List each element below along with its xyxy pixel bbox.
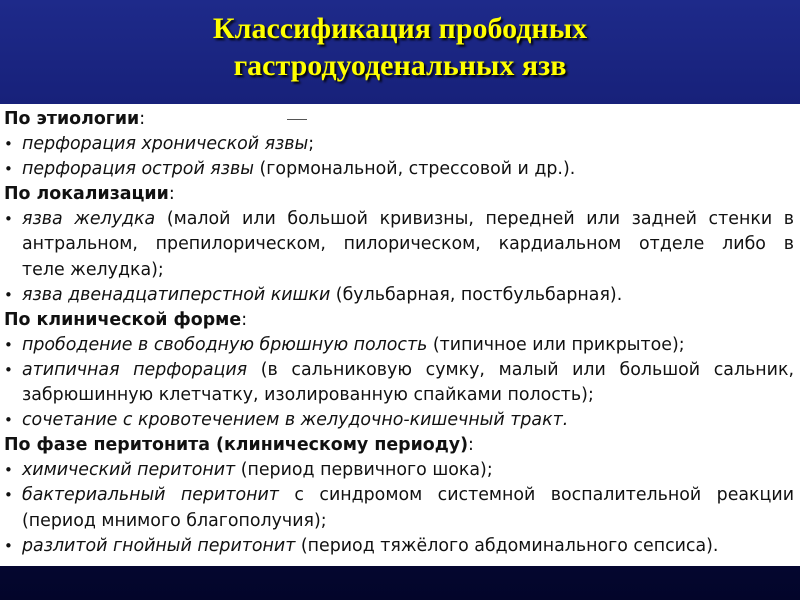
list-item-continuation: теле желудка); bbox=[22, 259, 164, 280]
list-item: • перфорация острой язвы (гормональной, стрессовой и др.). bbox=[4, 157, 794, 182]
section-heading-peritonitis-phase: По фазе перитонита (клиническому периоду): bbox=[4, 435, 474, 456]
classification-list bbox=[0, 104, 800, 559]
bullet-icon: • bbox=[4, 461, 13, 480]
section-heading-localization: По локализации: bbox=[4, 184, 175, 205]
decorative-dash bbox=[287, 119, 307, 120]
bullet-icon: • bbox=[4, 210, 13, 229]
list-item-continuation: антральном, препилорическом, пилорическом, кардиальном отделе либо в bbox=[22, 234, 794, 255]
section-heading-clinical-form: По клинической форме: bbox=[4, 309, 248, 330]
list-item: • перфорация хронической язвы; bbox=[4, 132, 794, 157]
slide-title-line-2: гастродуоденальных язв bbox=[233, 49, 567, 82]
list-item: • бактериальный перитонит с синдромом системной воспалительной реакции bbox=[4, 483, 794, 508]
bullet-icon: • bbox=[4, 160, 13, 179]
list-item: • язва двенадцатиперстной кишки (бульбарная, постбульбарная). bbox=[4, 283, 794, 308]
bullet-icon: • bbox=[4, 536, 13, 555]
slide-title-line-1: Классификация прободных bbox=[212, 12, 588, 45]
content-panel bbox=[0, 104, 800, 566]
bullet-icon: • bbox=[4, 135, 13, 154]
bullet-icon: • bbox=[4, 360, 13, 379]
list-item: • атипичная перфорация (в сальниковую сумку, малый или большой сальник, bbox=[4, 358, 794, 383]
slide-title bbox=[0, 10, 800, 84]
list-item: • сочетание с кровотечением в желудочно-кишечный тракт. bbox=[4, 408, 794, 433]
list-item: • разлитой гнойный перитонит (период тяжёлого абдоминального сепсиса). bbox=[4, 534, 794, 559]
section-heading-etiology: По этиологии: bbox=[4, 109, 146, 129]
list-item: • химический перитонит (период первичного шока); bbox=[4, 458, 794, 483]
bullet-icon: • bbox=[4, 285, 13, 304]
list-item-continuation: (период мнимого благополучия); bbox=[22, 510, 327, 531]
bullet-icon: • bbox=[4, 486, 13, 505]
list-item-continuation: забрюшинную клетчатку, изолированную спайками полость); bbox=[22, 385, 594, 406]
list-item: • язва желудка (малой или большой кривизны, передней или задней стенки в bbox=[4, 207, 794, 232]
bullet-icon: • bbox=[4, 335, 13, 354]
list-item: • прободение в свободную брюшную полость (типичное или прикрытое); bbox=[4, 333, 794, 358]
bullet-icon: • bbox=[4, 411, 13, 430]
